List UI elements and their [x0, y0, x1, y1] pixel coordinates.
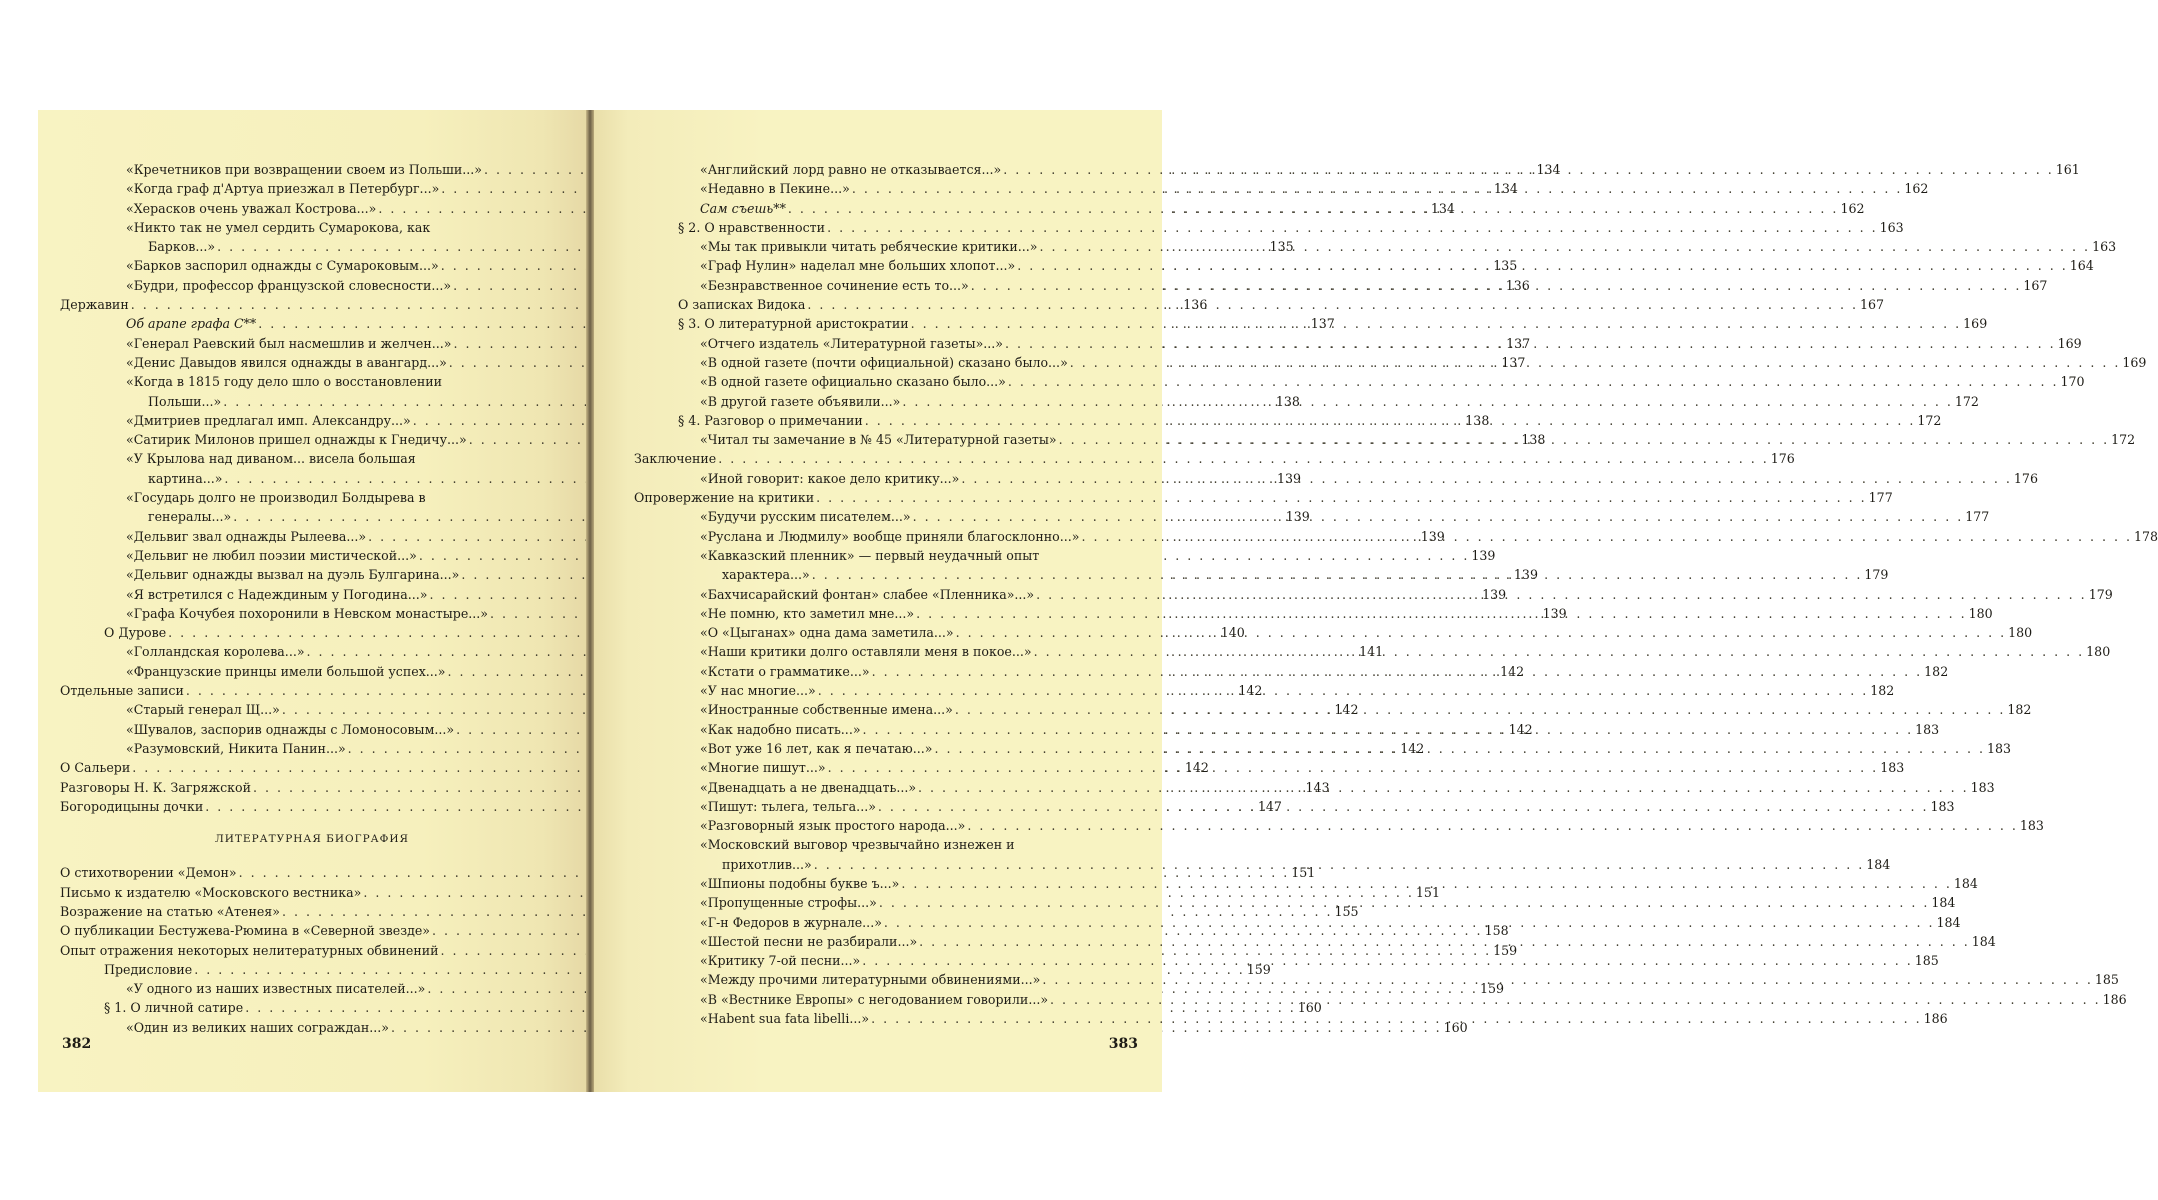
- toc-entry-title: О Сальери: [60, 760, 131, 776]
- toc-entry-page: 172: [2111, 432, 2136, 448]
- toc-entry-title: «Я встретился с Надеждиным у Погодина...»: [126, 586, 428, 602]
- toc-entry-title: Опыт отражения некоторых нелитературных обвинений: [60, 942, 439, 958]
- leader-dots: [917, 932, 1972, 951]
- toc-entry-title: «Шпионы подобны букве ъ...»: [700, 875, 900, 891]
- toc-entry-title: «Денис Давыдов явился однажды в авангард...»: [126, 354, 447, 370]
- toc-entry-page: 186: [2102, 991, 2127, 1007]
- toc-entry-title: О записках Видока: [678, 297, 806, 313]
- toc-entry-page: 151: [1291, 865, 1316, 881]
- toc-entry-title: «Наши критики долго оставляли меня в покое...»: [700, 644, 1032, 660]
- toc-entry-title: «Английский лорд равно не отказывается...»: [700, 162, 1002, 177]
- toc-entry-page: 183: [1915, 721, 1940, 737]
- toc-entry-title: «Разговорный язык простого народа...»: [700, 818, 966, 834]
- toc-entry-page: 142: [1500, 663, 1525, 679]
- toc-entry: [634, 372, 2085, 391]
- toc-entry-title: «Французские принцы имели большой успех...»: [126, 663, 446, 679]
- toc-entry-page: 163: [1879, 219, 1904, 235]
- page-number: 382: [62, 1036, 92, 1052]
- toc-entry: [634, 835, 1144, 854]
- toc-entry-title: «Сатирик Милонов пришел однажды к Гнедичу...»: [126, 432, 467, 448]
- toc-entry-title: картина...»: [148, 470, 223, 486]
- toc-entry-page: 139: [1276, 470, 1302, 486]
- leader-dots: [812, 855, 1867, 874]
- toc-entry-title: «Читал ты замечание в № 45 «Литературной газеты»: [700, 432, 1057, 448]
- toc-entry-title: «Граф Нулин» наделал мне больших хлопот...»: [700, 258, 1016, 274]
- leader-dots: [863, 411, 1918, 430]
- leader-dots: [816, 681, 1871, 700]
- toc-entry-page: 142: [1400, 740, 1425, 756]
- toc-entry-title: Об арапе графа С**: [126, 316, 257, 332]
- toc-entry-title: «Никто так не умел сердить Сумарокова, как: [126, 219, 431, 235]
- toc-spacer: [60, 849, 564, 863]
- toc-entry-page: 169: [1963, 316, 1988, 332]
- toc-entry-title: «Недавно в Пекине...»: [700, 181, 850, 197]
- toc-entry-page: 176: [1770, 451, 1795, 467]
- leader-dots: [899, 874, 1954, 893]
- toc-entry-page: 184: [1936, 914, 1961, 930]
- toc-entry-title: «Дельвиг звал однажды Рылеева...»: [126, 528, 367, 544]
- toc-entry-title: «Будучи русским писателем...»: [700, 509, 911, 525]
- toc-entry-page: 183: [1970, 779, 1995, 795]
- toc-entry-title: «Вот уже 16 лет, как я печатаю...»: [700, 740, 933, 756]
- toc-entry-page: 139: [1420, 528, 1445, 544]
- leader-dots: [860, 951, 1915, 970]
- toc-entry-title: «Разумовский, Никита Панин...»: [126, 740, 346, 756]
- toc-entry-title: «Между прочими литературными обвинениями...»: [700, 972, 1041, 988]
- leader-dots: [1003, 334, 2058, 353]
- toc-entry-page: 182: [2007, 702, 2032, 718]
- toc-entry-title: «Иной говорит: какое дело критику...»: [700, 470, 960, 486]
- toc-entry: [634, 218, 1904, 237]
- leader-dots: [1040, 970, 2095, 989]
- toc-entry-title: «У одного из наших известных писателей...»: [126, 981, 426, 997]
- toc-entry-title: § 4. Разговор о примечании: [678, 412, 863, 428]
- toc-entry-page: 183: [1930, 798, 1955, 814]
- leader-dots: [1032, 642, 2087, 661]
- toc-entry-title: Разговоры Н. К. Загряжской: [60, 779, 251, 795]
- toc-entry: [60, 372, 564, 391]
- leader-dots: [882, 913, 1937, 932]
- toc-entry-page: 169: [2057, 335, 2082, 351]
- toc-entry-title: «Когда в 1815 году дело шло о восстановлении: [126, 374, 443, 390]
- toc-entry-page: 183: [1987, 740, 2012, 756]
- toc-entry-page: 136: [1505, 277, 1530, 293]
- toc-entry: [634, 449, 1795, 468]
- toc-entry-title: «Кречетников при возвращении своем из Польши...»: [126, 162, 482, 177]
- toc-entry-title: Барков...»: [148, 239, 216, 255]
- toc-entry-title: генералы...»: [148, 509, 232, 525]
- leader-dots: [869, 1009, 1924, 1028]
- leader-dots: [954, 623, 2009, 642]
- toc-entry-page: 161: [2055, 162, 2080, 177]
- toc-entry-title: «Дельвиг однажды вызвал на дуэль Булгарина...»: [126, 567, 460, 583]
- leader-dots: [1034, 585, 2089, 604]
- toc-entry-page: 138: [1521, 432, 1546, 448]
- toc-entry-page: 151: [1415, 884, 1440, 900]
- leader-dots: [965, 816, 2020, 835]
- toc-entry-page: 172: [1917, 412, 1942, 428]
- toc-entry: [634, 816, 2044, 835]
- toc-entry-title: «Графа Кочубея похоронили в Невском монастыре...»: [126, 605, 488, 621]
- toc-entry-title: «Херасков очень уважал Кострова...»: [126, 200, 377, 216]
- toc-entry-page: 158: [1484, 923, 1509, 939]
- toc-entry-title: Державин: [60, 297, 129, 313]
- toc-entry-page: 178: [2134, 528, 2158, 544]
- toc-entry-title: «Иностранные собственные имена...»: [700, 702, 953, 718]
- toc-entry-page: 164: [2069, 258, 2094, 274]
- leader-dots: [959, 469, 2014, 488]
- leader-dots: [786, 199, 1841, 218]
- toc-entry-page: 134: [1430, 200, 1455, 216]
- toc-entry-page: 176: [2013, 470, 2038, 486]
- toc-entry-title: § 1. О личной сатире: [104, 1000, 244, 1016]
- toc-entry-page: 137: [1501, 354, 1526, 370]
- toc-entry-page: 139: [1471, 547, 1496, 563]
- toc-entry-page: 137: [1310, 316, 1335, 332]
- toc-entry-title: «Habent sua fata libelli...»: [700, 1011, 870, 1027]
- toc-entry-title: «Критику 7-ой песни...»: [700, 953, 861, 969]
- toc-entry-page: 184: [1866, 856, 1891, 872]
- toc-entry-title: «Дмитриев предлагал имп. Александру...»: [126, 412, 411, 428]
- toc-entry-page: 147: [1257, 798, 1282, 814]
- toc-entry-page: 184: [1931, 895, 1956, 911]
- toc-entry-page: 159: [1246, 961, 1271, 977]
- toc-entry-page: 159: [1493, 942, 1518, 958]
- toc-entry-title: Предисловие: [104, 961, 193, 977]
- toc-entry-page: 184: [1953, 875, 1978, 891]
- toc-entry-page: 177: [1868, 490, 1893, 506]
- toc-entry-title: «Генерал Раевский был насмешлив и желчен...»: [126, 335, 452, 351]
- toc-entry-page: 172: [1954, 393, 1979, 409]
- leader-dots: [953, 700, 2008, 719]
- toc-entry-title: «В «Вестнике Европы» с негодованием говорили...»: [700, 991, 1049, 1007]
- toc-entry: [634, 546, 1144, 565]
- toc-entry-title: О Дурове: [104, 625, 167, 641]
- toc-entry: [60, 449, 564, 468]
- toc-entry-page: 180: [2086, 644, 2111, 660]
- toc-entry-page: 137: [1506, 335, 1531, 351]
- toc-entry-page: 163: [2092, 239, 2117, 255]
- toc-entry-page: 135: [1493, 258, 1518, 274]
- toc-entry-title: «Пишут: тьлега, тельга...»: [700, 798, 876, 814]
- leader-dots: [1057, 430, 2112, 449]
- leader-dots: [969, 276, 2024, 295]
- toc-entry-title: «Будри, профессор французской словесности...»: [126, 277, 452, 293]
- toc-entry-page: 138: [1465, 412, 1490, 428]
- toc-entry: [60, 488, 564, 507]
- leader-dots: [1048, 990, 2103, 1009]
- toc-entry-page: 142: [1508, 721, 1533, 737]
- page-number: 383: [1108, 1036, 1138, 1052]
- leader-dots: [870, 662, 1925, 681]
- toc-entry-title: «Кавказский пленник» — первый неудачный опыт: [700, 547, 1040, 563]
- leader-dots: [932, 739, 1987, 758]
- leader-dots: [1079, 527, 2134, 546]
- toc-entry-page: 169: [2122, 354, 2147, 370]
- toc-entry-title: «Дельвиг не любил поэзии мистической...»: [126, 547, 417, 563]
- toc-entry-page: 184: [1971, 933, 1996, 949]
- toc-entry-title: «Государь долго не производил Болдырева в: [126, 490, 426, 506]
- toc-entry: [634, 488, 1893, 507]
- toc-entry-title: О публикации Бестужева-Рюмина в «Северной звезде»: [60, 923, 430, 939]
- toc-entry-title: Письмо к издателю «Московского вестника»: [60, 884, 362, 900]
- toc-entry-page: 160: [1297, 1000, 1322, 1016]
- leader-dots: [877, 893, 1932, 912]
- toc-entry-page: 185: [2094, 972, 2119, 988]
- toc-entry-title: «Барков заспорил однажды с Сумароковым...»: [126, 258, 439, 274]
- leader-dots: [916, 778, 1971, 797]
- toc-entry-title: «Двенадцать а не двенадцать...»: [700, 779, 917, 795]
- toc-entry-page: 159: [1479, 981, 1504, 997]
- toc-entry-title: Заключение: [634, 451, 717, 467]
- toc-entry-page: 162: [1840, 200, 1865, 216]
- leader-dots: [805, 295, 1860, 314]
- section-heading: [60, 830, 564, 849]
- toc-entry-page: 167: [2023, 277, 2048, 293]
- toc-entry-page: 155: [1334, 903, 1359, 919]
- toc-entry-page: 179: [2088, 586, 2113, 602]
- toc-entry-page: 140: [1220, 625, 1245, 641]
- toc-entry-title: «Не помню, кто заметил мне...»: [700, 605, 915, 621]
- toc-entry-title: Отдельные записи: [60, 683, 184, 699]
- toc-entry-title: «Шувалов, заспорив однажды с Ломоносовым...»: [126, 721, 455, 737]
- leader-dots: [1006, 372, 2061, 391]
- toc-entry-page: 139: [1513, 567, 1538, 583]
- book-spread: [38, 110, 2158, 1092]
- toc-entry-title: «У нас многие...»: [700, 683, 816, 699]
- toc-entry: [60, 218, 564, 237]
- leader-dots: [1001, 160, 2056, 179]
- toc-entry-page: 142: [1334, 702, 1359, 718]
- leader-dots: [810, 565, 1865, 584]
- toc-entry-page: 139: [1285, 509, 1310, 525]
- section-heading-text: ЛИТЕРАТУРНАЯ БИОГРАФИЯ: [215, 833, 409, 846]
- toc-entry-title: «Руслана и Людмилу» вообще приняли благосклонно...»: [700, 528, 1080, 544]
- toc-entry-page: 185: [1914, 953, 1939, 969]
- toc-entry-title: «Шестой песни не разбирали...»: [700, 933, 918, 949]
- toc-entry-title: «Пропущенные строфы...»: [700, 895, 877, 911]
- toc-entry-title: характера...»: [722, 567, 810, 583]
- toc-entry-title: § 2. О нравственности: [678, 219, 826, 235]
- toc-entry-title: Богородицыны дочки: [60, 798, 204, 814]
- leader-dots: [876, 797, 1931, 816]
- leader-dots: [1068, 353, 2123, 372]
- leader-dots: [825, 218, 1880, 237]
- toc-entry-title: «В одной газете (почти официальной) сказано было...»: [700, 354, 1068, 370]
- book-gutter: [586, 110, 594, 1092]
- toc-entry-page: 143: [1305, 779, 1330, 795]
- toc-entry-title: «В другой газете объявили...»: [700, 393, 901, 409]
- leader-dots: [826, 758, 1881, 777]
- leader-dots: [900, 392, 1955, 411]
- toc-entry-page: 142: [1184, 760, 1209, 776]
- toc-entry-title: прихотлив...»: [722, 856, 812, 872]
- toc-entry-title: «Многие пишут...»: [700, 760, 826, 776]
- leader-dots: [1015, 256, 2070, 275]
- toc-entry-title: «Г-н Федоров в журнале...»: [700, 914, 882, 930]
- toc-entry-title: § 3. О литературной аристократии: [678, 316, 909, 332]
- toc-entry-page: 141: [1359, 644, 1384, 660]
- toc-entry-title: «О «Цыганах» одна дама заметила...»: [700, 625, 954, 641]
- toc-entry-page: 135: [1269, 239, 1294, 255]
- toc-entry-title: «Бахчисарайский фонтан» слабее «Пленника»...»: [700, 586, 1035, 602]
- leader-dots: [861, 720, 1916, 739]
- leader-dots: [914, 604, 1969, 623]
- toc-entry-title: «Когда граф д'Артуа приезжал в Петербург...»: [126, 181, 440, 197]
- toc-entry-page: 134: [1536, 162, 1561, 177]
- toc-entry-page: 170: [2060, 374, 2085, 390]
- toc-entry-page: 182: [1924, 663, 1949, 679]
- toc-entry-title: «Мы так привыкли читать ребяческие критики...»: [700, 239, 1038, 255]
- toc-entry-page: 179: [1864, 567, 1889, 583]
- leader-dots: [911, 507, 1966, 526]
- toc-spacer: [60, 816, 564, 830]
- toc-entry-page: 182: [1870, 683, 1895, 699]
- toc-entry-page: 162: [1904, 181, 1929, 197]
- toc-entry-page: 138: [1275, 393, 1300, 409]
- toc-entry-title: «У Крылова над диваном... висела большая: [126, 451, 416, 467]
- toc-entry-page: 136: [1183, 297, 1208, 313]
- toc-entry-page: 186: [1923, 1011, 1948, 1027]
- toc-entry-title: «Как надобно писать...»: [700, 721, 861, 737]
- toc-entry-title: «Отчего издатель «Литературной газеты»...»: [700, 335, 1004, 351]
- toc-entry-title: «Московский выговор чрезвычайно изнежен и: [700, 837, 1015, 853]
- toc-entry-page: 183: [1880, 760, 1905, 776]
- toc-entry-title: «Старый генерал Щ...»: [126, 702, 280, 718]
- toc-entry-title: О стихотворении «Демон»: [60, 865, 237, 881]
- toc-entry-title: «Безнравственное сочинение есть то...»: [700, 277, 969, 293]
- toc-entry-page: 142: [1238, 683, 1263, 699]
- toc-entry-page: 139: [1482, 586, 1507, 602]
- toc-entry-page: 134: [1493, 181, 1518, 197]
- toc-entry-title: Опровержение на критики: [634, 490, 815, 506]
- toc-entry-page: 160: [1443, 1019, 1468, 1035]
- toc-entry-page: 167: [1859, 297, 1885, 313]
- toc-entry-title: «Один из великих наших сограждан...»: [126, 1019, 390, 1035]
- toc-entry-title: Сам съешь**: [700, 200, 786, 216]
- toc-entry-page: 180: [1968, 605, 1993, 621]
- toc-entry-page: 183: [2019, 818, 2044, 834]
- toc-entry-title: Возражение на статью «Атенея»: [60, 903, 280, 919]
- leader-dots: [716, 449, 1771, 468]
- leader-dots: [1038, 237, 2093, 256]
- leader-dots: [814, 488, 1869, 507]
- toc-entry-title: «Кстати о грамматике...»: [700, 663, 870, 679]
- leader-dots: [909, 314, 1964, 333]
- leader-dots: [850, 179, 1905, 198]
- toc-entry-title: Польши...»: [148, 393, 222, 409]
- toc-entry-title: «Голландская королева...»: [126, 644, 305, 660]
- toc-entry-page: 177: [1965, 509, 1990, 525]
- toc-entry-title: «В одной газете официально сказано было...»: [700, 374, 1006, 390]
- toc-entry-page: 139: [1542, 605, 1567, 621]
- toc-entry-page: 180: [2008, 625, 2033, 641]
